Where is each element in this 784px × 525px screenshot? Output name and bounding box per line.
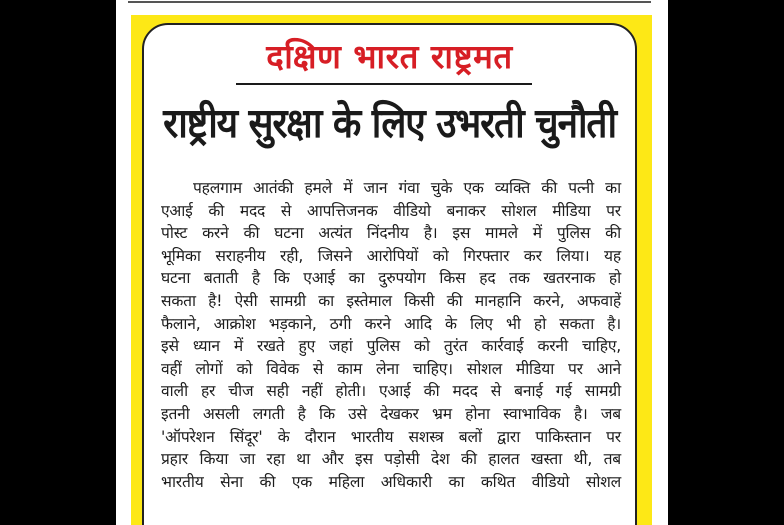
article-line: 'ऑपरेशन सिंदूर' के दौरान भारतीय सशस्त्र बलों द्वारा पाकिस्तान पर [161, 427, 621, 446]
clipping-frame [131, 15, 652, 525]
article-line: पोस्ट करने की घटना अत्यंत निंदनीय है। इस मामले में पुलिस की [161, 224, 621, 243]
article-body [161, 177, 621, 493]
article-line: फैलाने, आक्रोश भड़काने, ठगी करने आदि के लिए भी हो सकता है। [161, 314, 621, 333]
newspaper-masthead: दक्षिण भारत राष्ट्रमत [266, 37, 513, 76]
article-line: वहीं लोगों को विवेक से काम लेना चाहिए। सोशल मीडिया पर आने [161, 359, 621, 378]
article-line: सकता है! ऐसी सामग्री का इस्तेमाल किसी की मानहानि करने, अफवाहें [161, 291, 621, 310]
article-line: एआई की मदद से आपत्तिजनक वीडियो बनाकर सोशल मीडिया पर [161, 201, 621, 220]
article-line: घटना बताती है कि एआई का दुरुपयोग किस हद तक खतरनाक हो [161, 269, 621, 288]
clipping-box [142, 23, 637, 525]
masthead-underline [236, 83, 532, 85]
article-line: भारतीय सेना की एक महिला अधिकारी का कथित वीडियो सोशल [161, 472, 621, 491]
article-line: इसे ध्यान में रखते हुए जहां पुलिस को तुरंत कार्रवाई करनी चाहिए, [161, 337, 621, 356]
newspaper-page [116, 0, 668, 525]
article-line: पहलगाम आतंकी हमले में जान गंवा चुके एक व्यक्ति की पत्नी का [193, 179, 621, 197]
article-line: प्रहार किया जा रहा था और इस पड़ोसी देश की हालत खस्ता थी, तब [161, 450, 621, 469]
article-line: भूमिका सराहनीय रही, जिसने आरोपियों को गिरफ्तार कर लिया। यह [161, 246, 621, 265]
article-line: वाली हर चीज सही नहीं होती। एआई की मदद से बनाई गई सामग्री [161, 382, 621, 401]
article-line: इतनी असली लगती है कि उसे देखकर भ्रम होना स्वाभाविक है। जब [161, 404, 621, 423]
top-divider [128, 1, 651, 3]
article-headline: राष्ट्रीय सुरक्षा के लिए उभरती चुनौती [163, 99, 616, 147]
